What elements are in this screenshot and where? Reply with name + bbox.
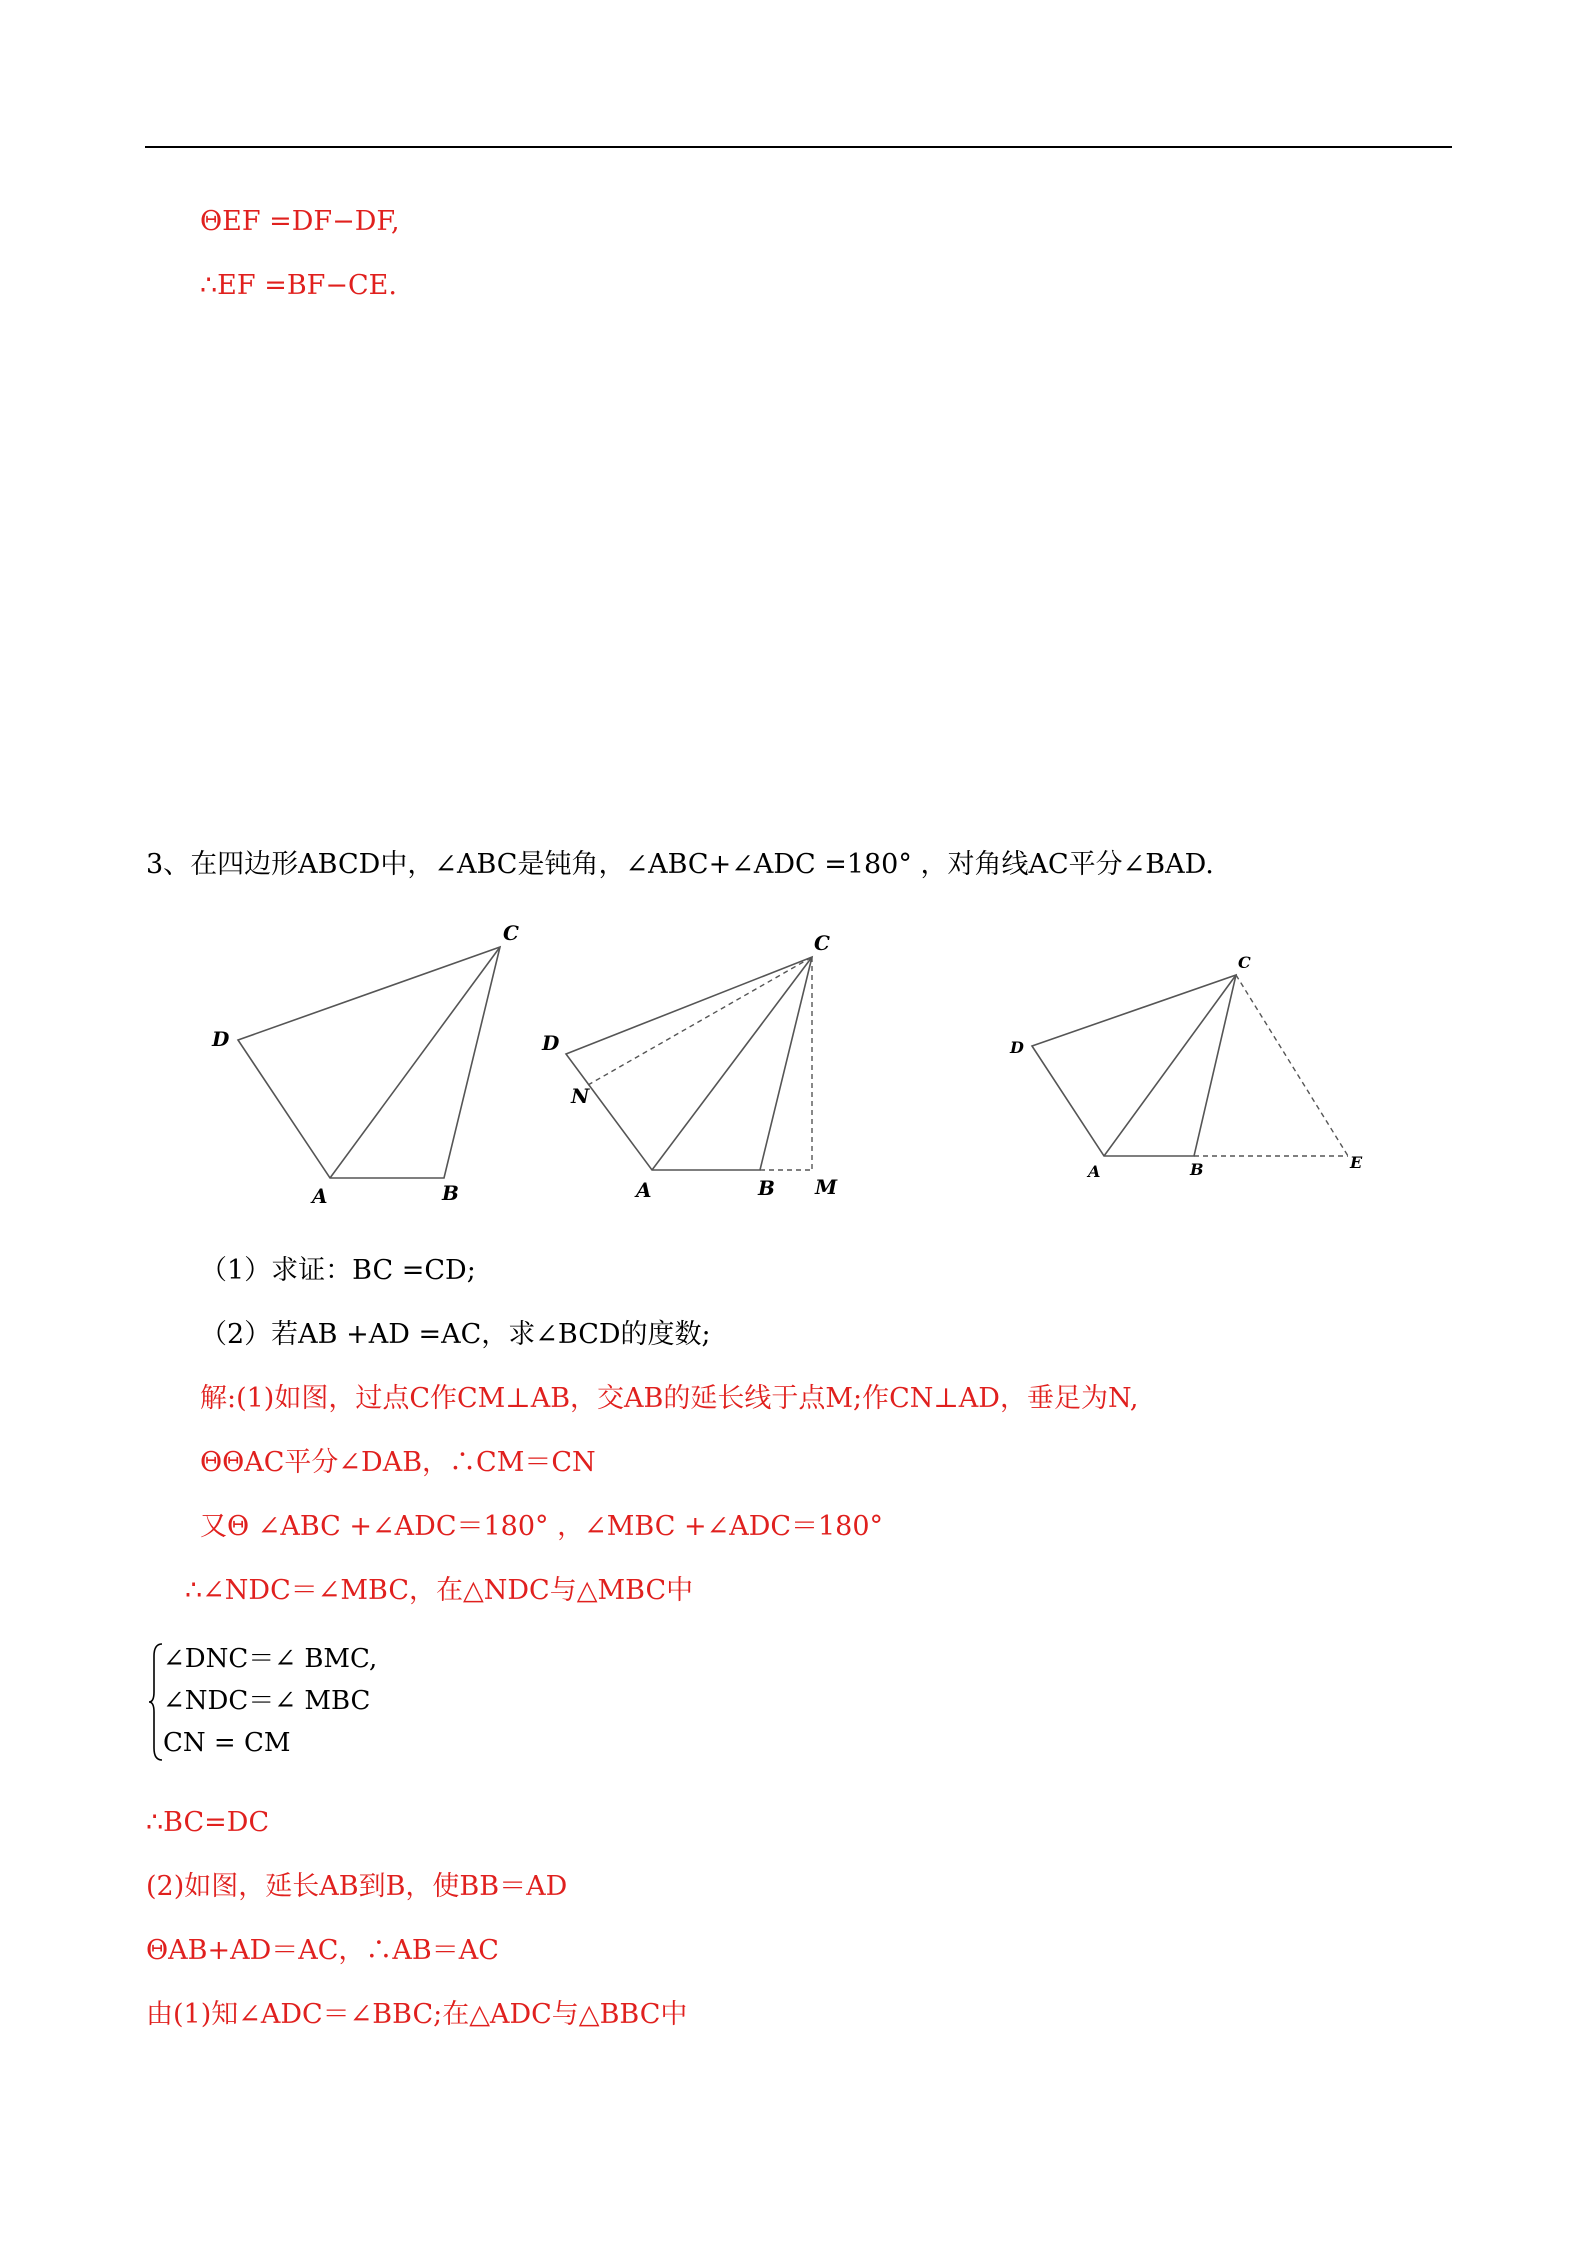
solution-line-6: (2)如图，延长AB到B，使BB＝AD: [146, 1871, 568, 1902]
header-rule: [145, 146, 1452, 148]
fig2-label-m: M: [815, 1175, 838, 1199]
question-1: （1）求证：BC =CD;: [200, 1255, 476, 1286]
fig3-label-d: D: [1010, 1038, 1024, 1057]
fig3-label-a: A: [1088, 1162, 1101, 1180]
problem-3-statement: 3、在四边形ABCD中，∠ABC是钝角，∠ABC+∠ADC =180° ，对角线AC平分∠BAD.: [146, 849, 1214, 880]
question-2: （2）若AB +AD =AC，求∠BCD的度数;: [200, 1319, 711, 1350]
fig2-label-c: C: [814, 931, 830, 955]
solution-line-5: ∴BC=DC: [146, 1807, 270, 1838]
fig3-label-b: B: [1190, 1160, 1204, 1179]
figure-3: [1000, 940, 1380, 1180]
fig3-label-e: E: [1350, 1153, 1363, 1172]
fig3-label-c: C: [1238, 953, 1251, 972]
solution-line-4: ∴∠NDC＝∠MBC，在△NDC与△MBC中: [185, 1575, 694, 1606]
figure-2: [530, 920, 850, 1210]
fig1-label-b: B: [442, 1181, 459, 1205]
fig2-label-n: N: [571, 1084, 590, 1108]
system-line-2: ∠NDC＝∠ MBC: [163, 1686, 371, 1716]
system-brace: [148, 1642, 164, 1762]
system-line-1: ∠DNC＝∠ BMC,: [163, 1644, 378, 1674]
fig1-label-d: D: [212, 1027, 230, 1051]
figure-1: [190, 910, 550, 1220]
solution-line-3: 又Θ ∠ABC +∠ADC＝180° ，∠MBC +∠ADC＝180°: [200, 1511, 884, 1542]
fig2-label-a: A: [636, 1178, 652, 1202]
proof-line-1: ΘEF =DF−DF,: [200, 206, 400, 237]
solution-line-7: ΘAB+AD＝AC，∴AB＝AC: [146, 1935, 499, 1966]
fig1-label-c: C: [503, 921, 519, 945]
solution-line-1: 解:(1)如图，过点C作CM⊥AB，交AB的延长线于点M;作CN⊥AD，垂足为N,: [200, 1383, 1139, 1414]
fig2-label-b: B: [758, 1176, 775, 1200]
solution-line-2: ΘΘAC平分∠DAB，∴CM＝CN: [200, 1447, 596, 1478]
solution-line-8: 由(1)知∠ADC＝∠BBC;在△ADC与△BBC中: [146, 1999, 688, 2030]
proof-line-2: ∴EF =BF−CE.: [200, 270, 397, 301]
fig1-label-a: A: [312, 1184, 328, 1208]
fig2-label-d: D: [542, 1031, 560, 1055]
system-line-3: CN = CM: [163, 1728, 291, 1758]
